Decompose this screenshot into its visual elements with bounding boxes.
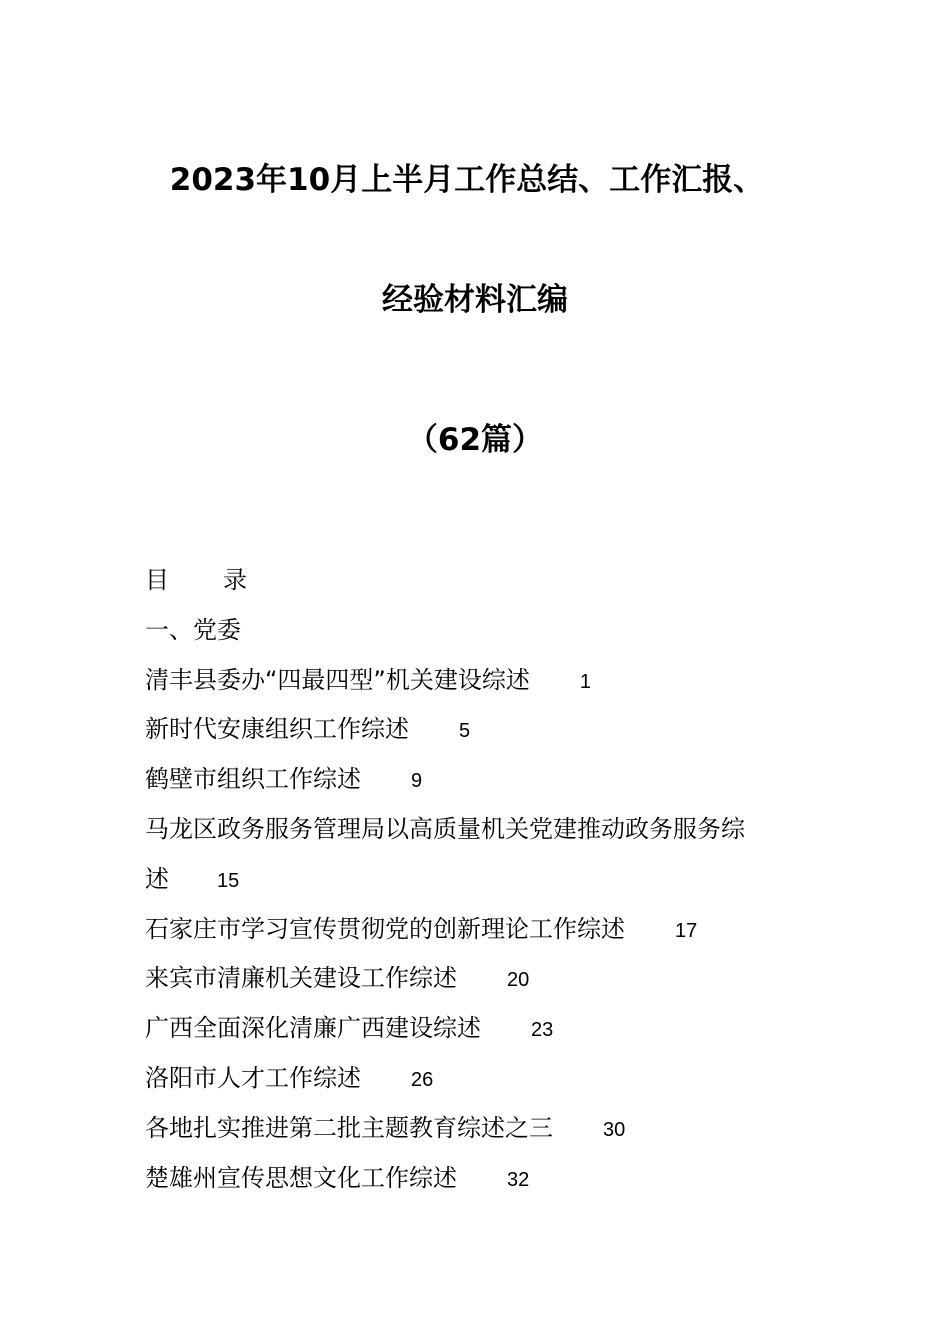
toc-entry[interactable] [145, 960, 845, 1010]
toc-entry[interactable] [145, 1010, 845, 1060]
toc-entry-title: 新时代安康组织工作综述 [145, 715, 409, 744]
document-title-line-1: 2023年10月上半月工作总结、工作汇报、 [169, 162, 765, 198]
toc-section-heading: 一、党委 [145, 615, 241, 644]
toc-entry-page: 17 [675, 919, 698, 942]
table-of-contents [145, 562, 845, 1209]
toc-entry-page: 15 [217, 869, 240, 892]
toc-entry-page: 23 [531, 1019, 554, 1042]
toc-heading-char-2: 录 [223, 566, 247, 594]
toc-entry-line-2[interactable] [145, 861, 845, 911]
toc-entry[interactable] [145, 911, 845, 961]
toc-entry-page: 5 [459, 720, 471, 743]
toc-entry[interactable] [145, 761, 845, 811]
toc-entry[interactable] [145, 1160, 845, 1210]
toc-entry-title: 洛阳市人才工作综述 [145, 1063, 361, 1092]
toc-entry[interactable] [145, 662, 845, 712]
toc-heading-char-1: 目 [145, 566, 169, 594]
toc-entry-title: 石家庄市学习宣传贯彻党的创新理论工作综述 [145, 914, 625, 943]
toc-entry[interactable] [145, 1110, 845, 1160]
toc-entry-title: 各地扎实推进第二批主题教育综述之三 [145, 1113, 553, 1142]
toc-entry-page: 26 [411, 1068, 434, 1091]
toc-entry-page: 1 [579, 670, 591, 693]
toc-entry-title: 来宾市清廉机关建设工作综述 [145, 964, 457, 993]
document-title-count: （62篇） [406, 422, 544, 458]
toc-entry-page: 30 [603, 1118, 626, 1141]
document-title-line-2: 经验材料汇编 [382, 282, 568, 318]
toc-entry-title-continued: 述 [145, 864, 169, 893]
toc-entry-title: 清丰县委办“四最四型”机关建设综述 [145, 665, 530, 694]
toc-entry[interactable] [145, 711, 845, 761]
toc-entry-title: 楚雄州宣传思想文化工作综述 [145, 1163, 457, 1192]
toc-entry-title: 马龙区政务服务管理局以高质量机关党建推动政务服务综 [145, 814, 745, 843]
toc-entry-page: 9 [411, 770, 423, 793]
toc-entry-title: 广西全面深化清廉广西建设综述 [145, 1014, 481, 1043]
toc-entry-page: 32 [507, 1168, 530, 1191]
toc-entry[interactable] [145, 1060, 845, 1110]
toc-heading [145, 562, 845, 612]
toc-entry-page: 20 [507, 969, 530, 992]
toc-entry-line-1[interactable] [145, 811, 845, 861]
toc-entry-title: 鹤壁市组织工作综述 [145, 765, 361, 794]
